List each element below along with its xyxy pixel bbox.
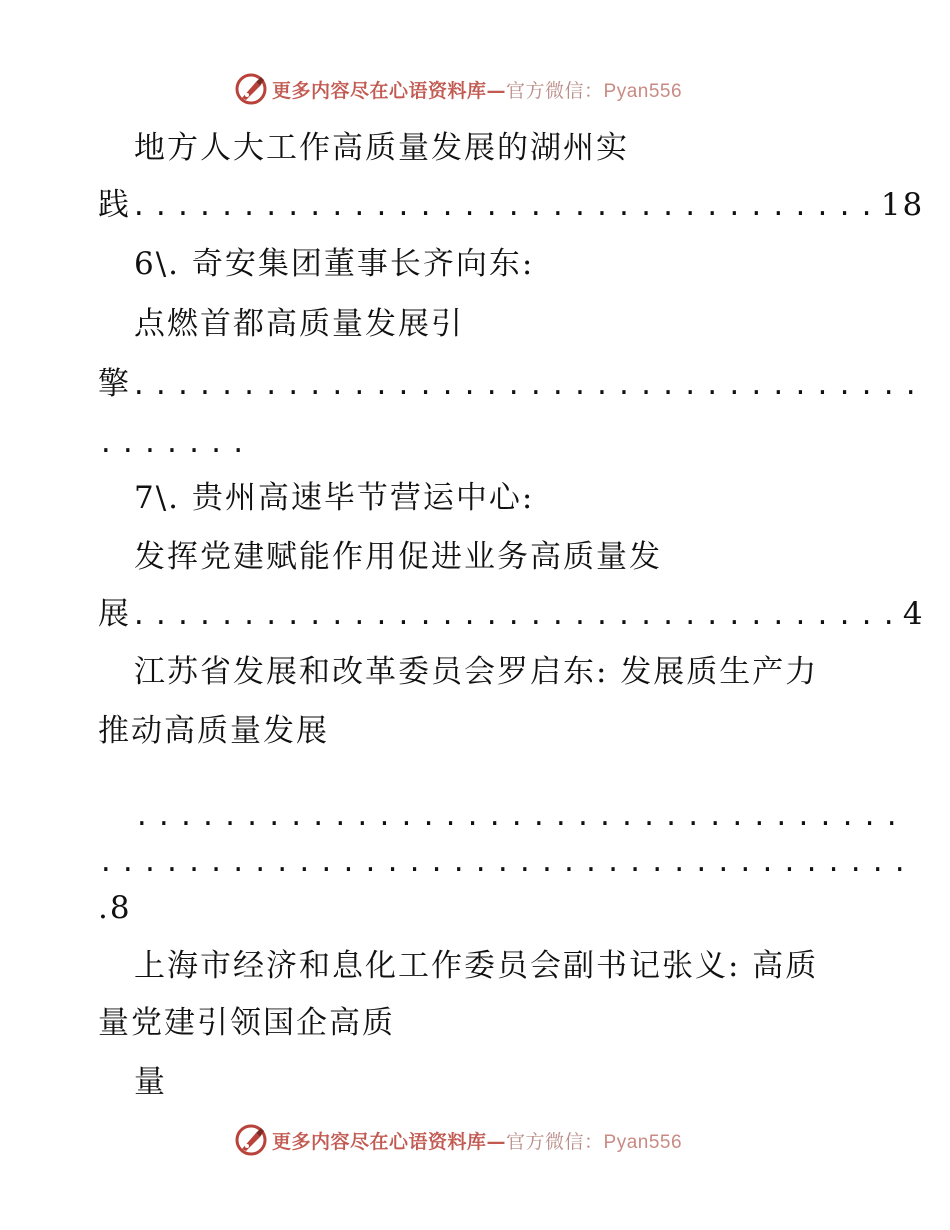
toc-head: 擎 bbox=[98, 366, 131, 402]
toc-head: 展 bbox=[98, 596, 131, 632]
banner-text bbox=[272, 76, 682, 103]
banner-wechat-label: 官方微信： bbox=[506, 79, 604, 102]
toc-page-number: .8 bbox=[98, 890, 132, 926]
toc-leader-dots: .................................. bbox=[131, 192, 881, 222]
pen-logo-icon bbox=[234, 72, 268, 106]
banner-title: 更多内容尽在心语资料库 bbox=[272, 79, 487, 102]
toc-line-1: 地方人大工作高质量发展的湖州实 bbox=[134, 130, 629, 166]
banner-wechat-label: 官方微信： bbox=[506, 1130, 604, 1153]
toc-line-7: 7\. 贵州高速毕节营运中心: bbox=[134, 480, 535, 516]
toc-entry-lines-2 bbox=[98, 185, 924, 227]
toc-line-12 bbox=[134, 795, 906, 837]
toc-line-13 bbox=[98, 841, 914, 883]
toc-leader-dots: ................................... bbox=[134, 802, 906, 832]
banner-title: 更多内容尽在心语资料库 bbox=[272, 1130, 487, 1153]
toc-leader-dots: ................................... bbox=[131, 601, 903, 631]
toc-line-16: 量党建引领国企高质 bbox=[98, 1005, 395, 1041]
toc-leader-dots: .................................... bbox=[131, 371, 925, 401]
toc-leader-dots: ....... bbox=[98, 429, 253, 459]
toc-line-4: 点燃首都高质量发展引 bbox=[134, 306, 464, 342]
banner-separator: — bbox=[486, 1130, 507, 1153]
toc-line-17: 量 bbox=[134, 1064, 167, 1100]
toc-line-3: 6\. 奇安集团董事长齐向东: bbox=[134, 246, 535, 282]
banner-wechat-id: Pyan556 bbox=[603, 80, 683, 102]
toc-entry-lines-9 bbox=[98, 594, 925, 636]
toc-page-number: 18 bbox=[880, 187, 925, 223]
toc-head: 践 bbox=[98, 187, 131, 223]
toc-line-10: 江苏省发展和改革委员会罗启东: 发展质生产力 bbox=[134, 654, 819, 690]
banner-text bbox=[272, 1127, 682, 1154]
toc-leader-dots: ..................................... bbox=[98, 848, 914, 878]
toc-line-6 bbox=[98, 422, 252, 464]
toc-entry-lines-5 bbox=[98, 364, 925, 406]
footer-banner bbox=[234, 1122, 714, 1158]
toc-line-11: 推动高质量发展 bbox=[98, 713, 329, 749]
banner-wechat-id: Pyan556 bbox=[603, 1131, 683, 1153]
toc-page-number: 4 bbox=[902, 596, 925, 632]
toc-line-15: 上海市经济和息化工作委员会副书记张义: 高质 bbox=[134, 948, 819, 984]
toc-line-8: 发挥党建赋能作用促进业务高质量发 bbox=[134, 539, 662, 575]
header-banner bbox=[234, 71, 714, 107]
pen-logo-icon bbox=[234, 1123, 268, 1157]
banner-separator: — bbox=[486, 79, 507, 102]
